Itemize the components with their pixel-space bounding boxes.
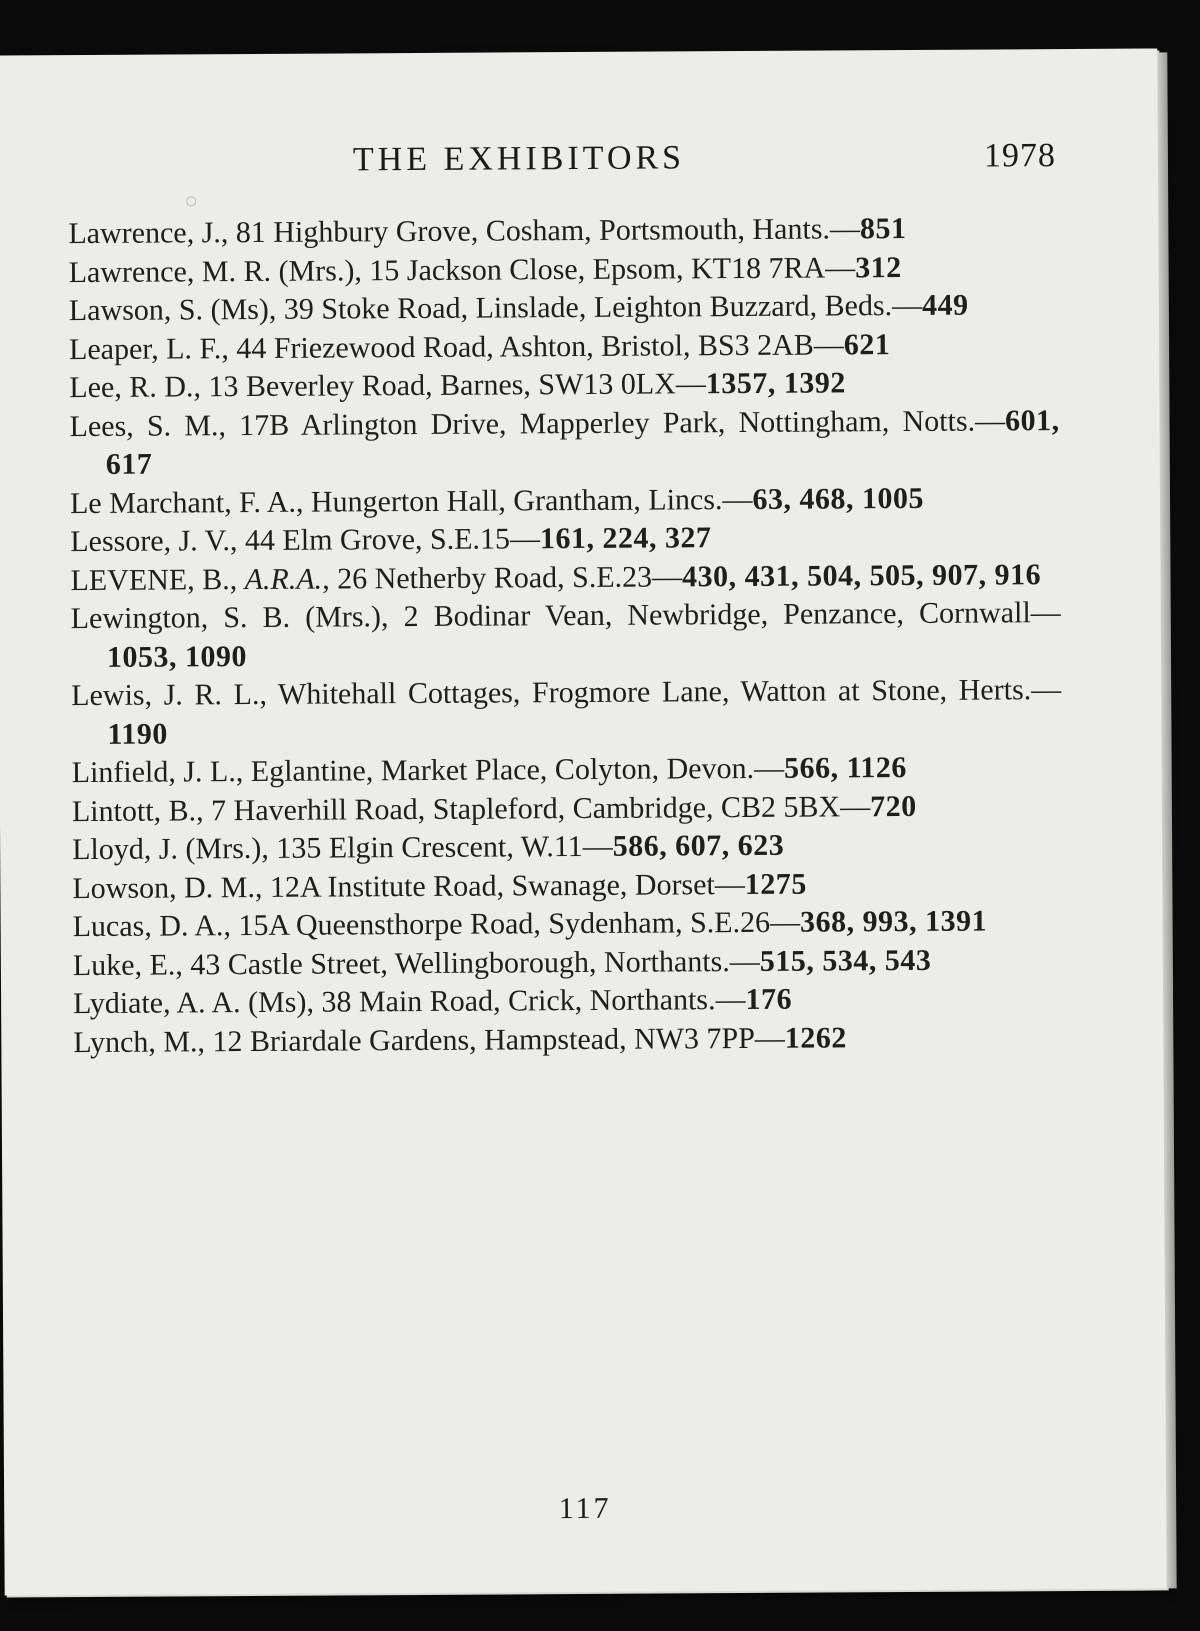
entry-text: Lee, R. D., 13 Beverley Road, Barnes, SW13 0LX—: [69, 367, 706, 405]
page-number: 117: [558, 1491, 612, 1526]
entry-catalogue-numbers: 176: [745, 982, 793, 1016]
entry-catalogue-numbers: 1357, 1392: [705, 366, 846, 401]
entry-catalogue-numbers: 368, 993, 1391: [799, 904, 988, 939]
entry-text: Lawrence, J., 81 Highbury Grove, Cosham, Portsmouth, Hants.—: [68, 212, 861, 251]
exhibitor-entry: [73, 1018, 1063, 1063]
exhibitor-entry: [72, 864, 1062, 909]
exhibitor-entry: [73, 902, 1063, 947]
entry-honor: A.R.A.: [244, 562, 323, 596]
entry-text: Linfield, J. L., Eglantine, Market Place, Colyton, Devon.—: [71, 751, 785, 790]
entry-catalogue-numbers: 515, 534, 543: [759, 943, 932, 978]
exhibitor-entry: [68, 209, 1058, 254]
exhibitor-entry: [72, 825, 1062, 870]
entry-text: Lessore, J. V., 44 Elm Grove, S.E.15—: [70, 522, 541, 559]
entry-catalogue-numbers: 1190: [107, 717, 168, 751]
entry-text: Lowson, D. M., 12A Institute Road, Swanage, Dorset—: [72, 867, 745, 905]
entry-catalogue-numbers: 430, 431, 504, 505, 907, 916: [681, 557, 1042, 593]
exhibitor-entry: [69, 325, 1059, 370]
entry-text-name: LEVENE, B.,: [70, 562, 245, 597]
entry-catalogue-numbers: 1262: [784, 1020, 847, 1055]
running-year: 1978: [983, 137, 1057, 175]
entry-catalogue-numbers: 449: [921, 288, 969, 322]
entry-text: , 26 Netherby Road, S.E.23—: [322, 559, 683, 596]
running-head: [0, 136, 1158, 203]
entry-catalogue-numbers: 851: [859, 212, 907, 246]
exhibitor-list: [68, 209, 1063, 1062]
entry-catalogue-numbers: 601, 617: [105, 403, 1060, 481]
book-page: [0, 48, 1167, 1595]
entry-text: Lucas, D. A., 15A Queensthorpe Road, Sydenham, S.E.26—: [72, 905, 801, 944]
entry-text: Lawrence, M. R. (Mrs.), 15 Jackson Close, Epsom, KT18 7RA—: [68, 250, 856, 289]
exhibitor-entry: [69, 248, 1059, 293]
exhibitor-entry: [70, 479, 1060, 524]
exhibitor-entry: [70, 517, 1060, 562]
exhibitor-entry: [72, 787, 1062, 832]
entry-text: Leaper, L. F., 44 Friezewood Road, Ashton, Bristol, BS3 2AB—: [69, 327, 844, 366]
entry-text: Lloyd, J. (Mrs.), 135 Elgin Crescent, W.11—: [72, 829, 613, 867]
exhibitor-entry: [69, 363, 1059, 408]
entry-text: Lewington, S. B. (Mrs.), 2 Bodinar Vean, Newbridge, Penzance, Cornwall—: [70, 596, 1061, 636]
entry-catalogue-numbers: 720: [870, 789, 917, 823]
running-title: THE EXHIBITORS: [352, 139, 686, 179]
entry-text: Lintott, B., 7 Haverhill Road, Stapleford, Cambridge, CB2 5BX—: [71, 789, 871, 828]
entry-catalogue-numbers: 161, 224, 327: [539, 521, 712, 556]
entry-text: Lawson, S. (Ms), 39 Stoke Road, Linslade, Leighton Buzzard, Beds.—: [68, 288, 923, 328]
exhibitor-entry: [73, 941, 1063, 986]
entry-text: Lydiate, A. A. (Ms), 38 Main Road, Crick, Northants.—: [72, 982, 746, 1021]
entry-catalogue-numbers: 586, 607, 623: [612, 828, 785, 863]
entry-catalogue-numbers: 1053, 1090: [106, 639, 248, 674]
exhibitor-entry: [73, 979, 1063, 1024]
exhibitor-entry: [70, 556, 1060, 601]
exhibitor-entry: [71, 671, 1061, 754]
exhibitor-entry: [72, 748, 1062, 793]
exhibitor-entry: [71, 594, 1061, 677]
entry-catalogue-numbers: 312: [855, 250, 902, 284]
exhibitor-entry: [69, 286, 1059, 331]
entry-text: Le Marchant, F. A., Hungerton Hall, Grantham, Lincs.—: [69, 482, 753, 520]
entry-text: Lewis, J. R. L., Whitehall Cottages, Frogmore Lane, Watton at Stone, Herts.—: [71, 673, 1062, 713]
entry-text: Lynch, M., 12 Briardale Gardens, Hampstead, NW3 7PP—: [73, 1021, 785, 1059]
entry-catalogue-numbers: 63, 468, 1005: [752, 481, 925, 516]
exhibitor-entry: [69, 402, 1059, 485]
entry-catalogue-numbers: 1275: [744, 867, 807, 901]
entry-text: Luke, E., 43 Castle Street, Wellingborough, Northants.—: [72, 944, 760, 982]
entry-catalogue-numbers: 621: [843, 327, 891, 361]
entry-catalogue-numbers: 566, 1126: [783, 751, 907, 785]
page-edge: [1157, 52, 1176, 1588]
entry-text: Lees, S. M., 17B Arlington Drive, Mapperley Park, Nottingham, Notts.—: [69, 403, 1006, 443]
